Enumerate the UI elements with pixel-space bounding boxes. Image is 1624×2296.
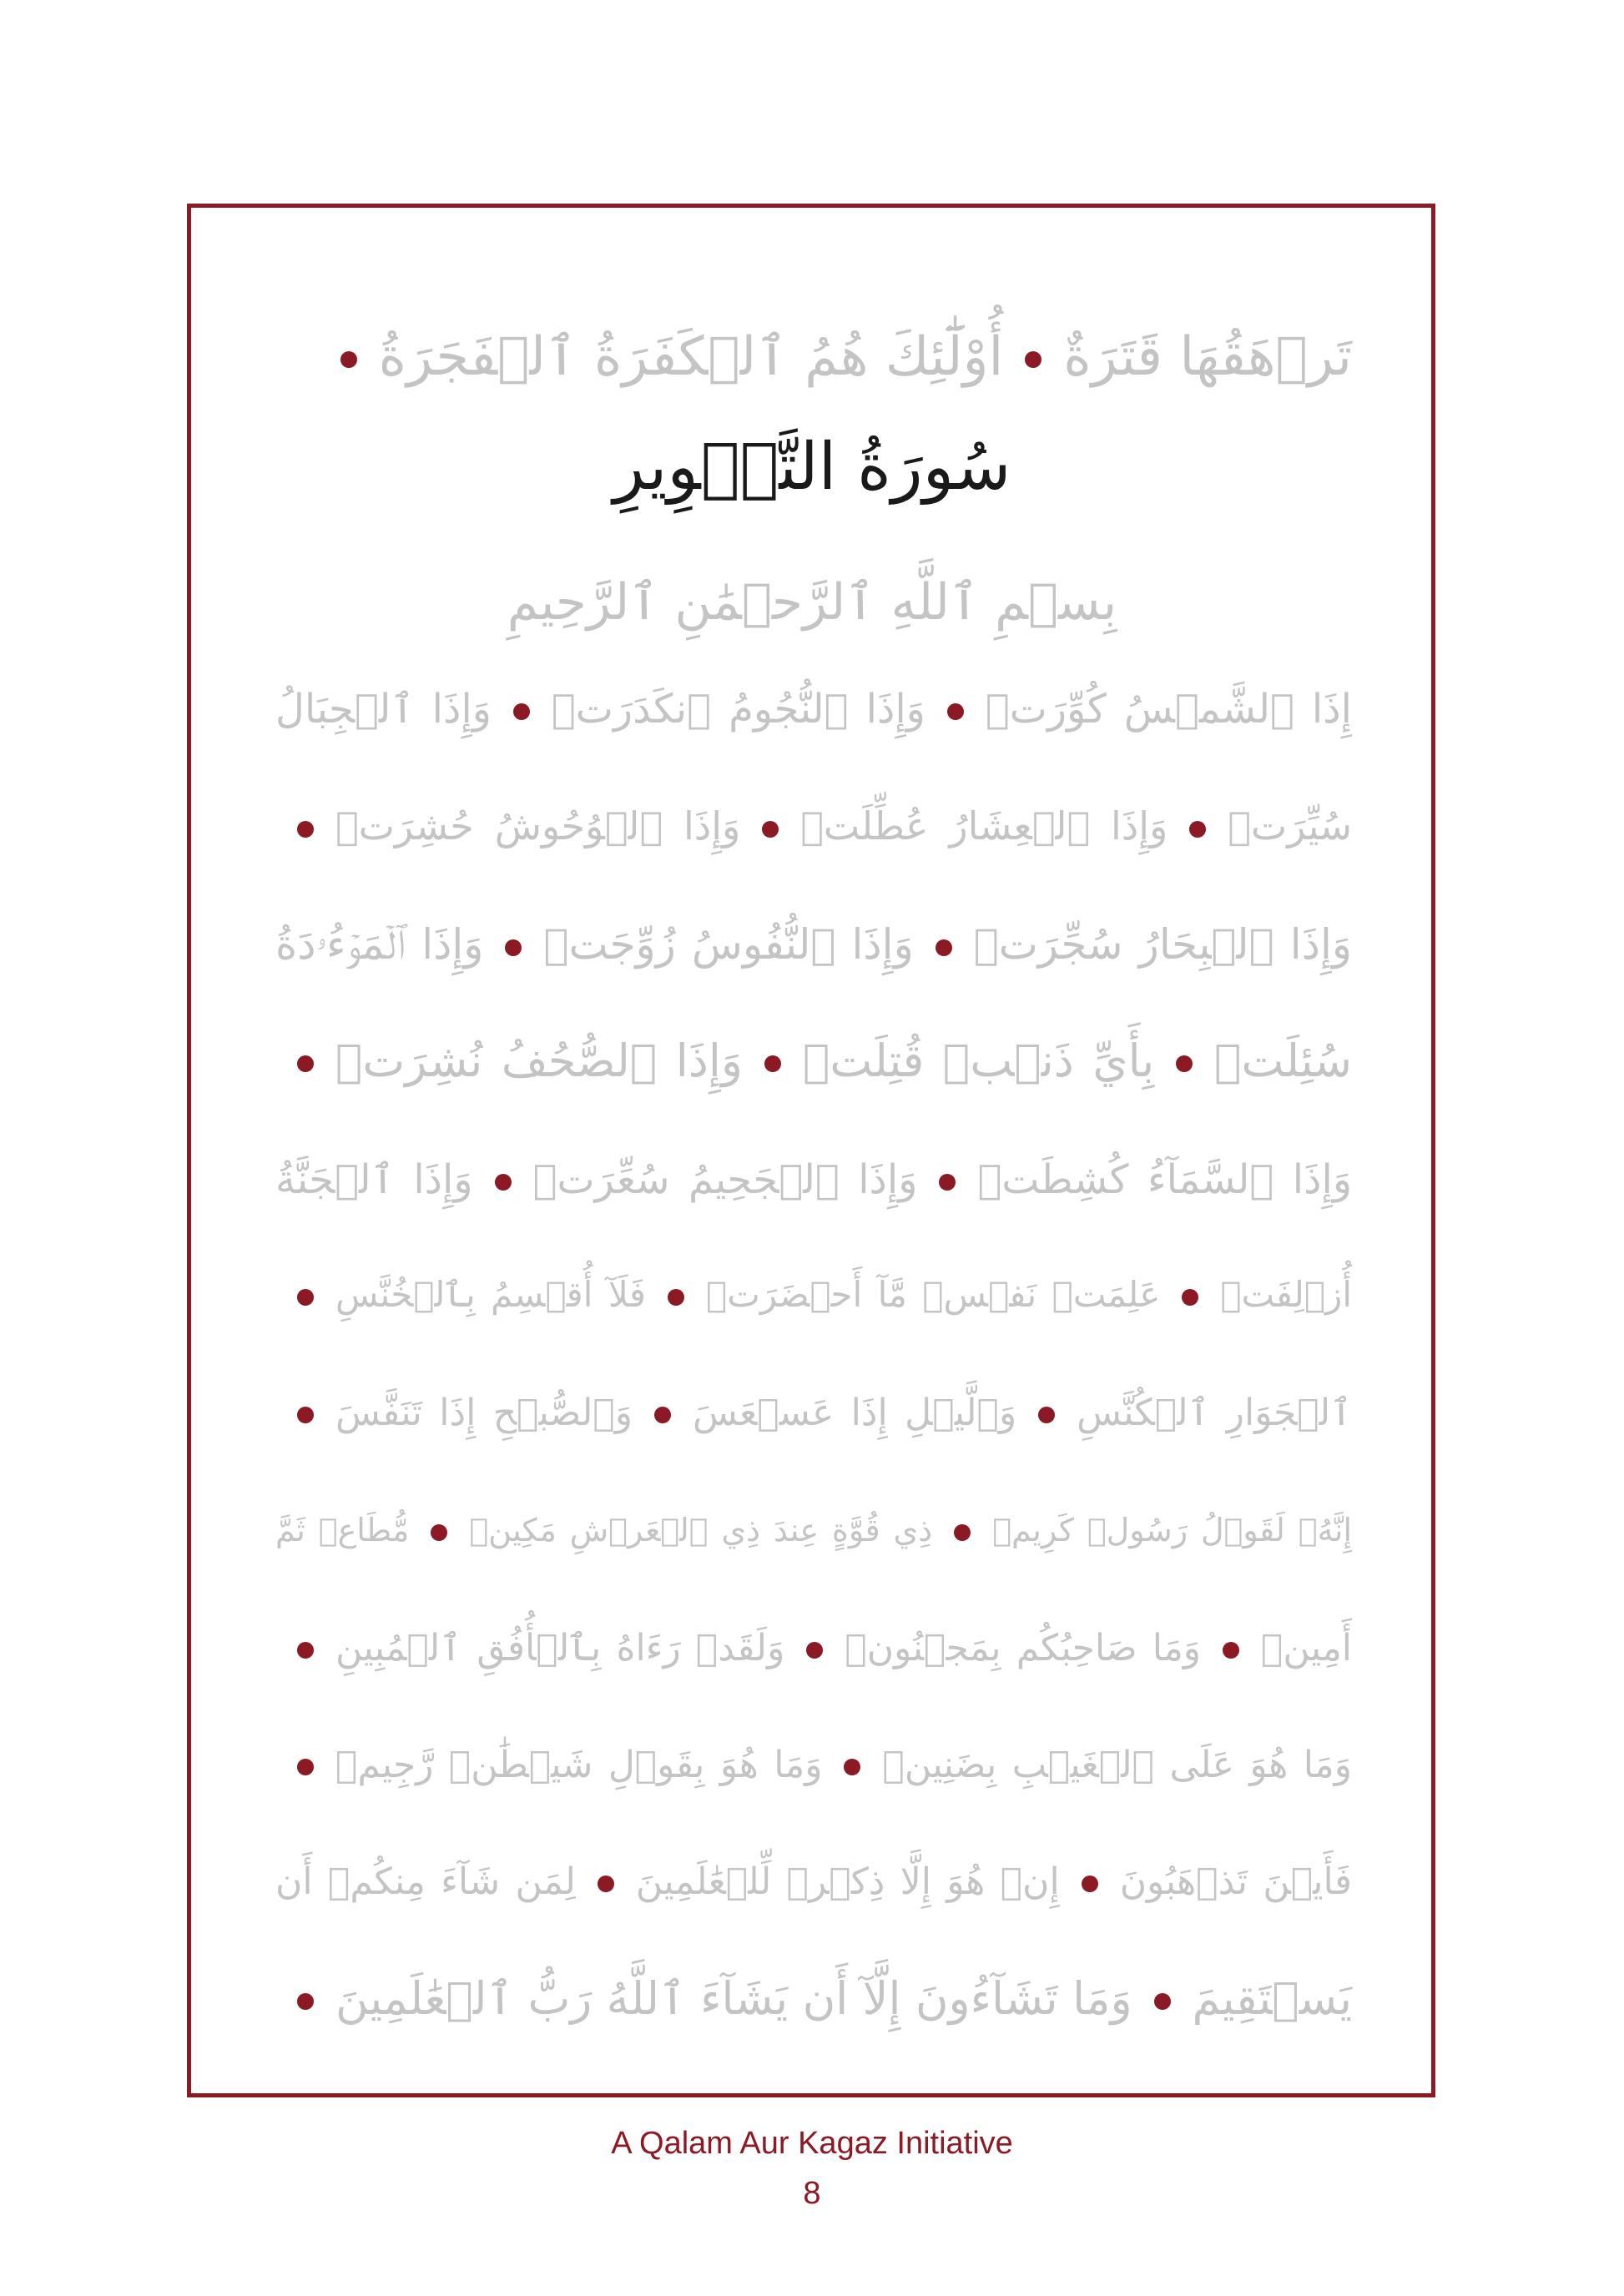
ayah-text: وَمَا هُوَ عَلَى ٱلۡغَيۡبِ بِضَنِينٖ — [882, 1744, 1352, 1786]
ayah-end-marker — [954, 1524, 971, 1541]
ayah-text: وَإِذَا ٱلصُّحُفُ نُشِرَتۡ — [335, 1035, 743, 1087]
ayah-end-marker — [668, 1289, 684, 1306]
ayah-end-marker — [1223, 1642, 1239, 1659]
ayah-text: وَمَا هُوَ بِقَوۡلِ شَيۡطَٰنٖ رَّجِيمٖ — [335, 1744, 823, 1786]
ayah-text: إِذَا ٱلشَّمۡسُ كُوِّرَتۡ — [985, 686, 1352, 733]
ayah-text: أُوْلَٰٓئِكَ هُمُ ٱلۡكَفَرَةُ ٱلۡفَجَرَةُ — [378, 326, 1004, 388]
ayah-text: ذِي قُوَّةٍ عِندَ ذِي ٱلۡعَرۡشِ مَكِينٖ — [469, 1512, 933, 1548]
ayah-end-marker — [297, 1759, 314, 1775]
ayah-text: ٱلۡجَوَارِ ٱلۡكُنَّسِ — [1077, 1392, 1352, 1434]
ayah-text: وَإِذَا ٱلۡعِشَارُ عُطِّلَتۡ — [800, 803, 1168, 848]
ayah-end-marker — [1182, 1289, 1198, 1306]
ayah-line — [275, 1488, 1352, 1572]
ayah-end-marker — [297, 1289, 314, 1306]
ayah-end-marker — [513, 703, 530, 720]
ayah-text: تَرۡهَقُهَا قَتَرَةٌ — [1063, 326, 1352, 388]
ayah-end-marker — [947, 703, 964, 720]
footer-initiative-name: A Qalam Aur Kagaz Initiative — [611, 2126, 1013, 2161]
ayah-line — [275, 1607, 1352, 1690]
ayah-line — [275, 667, 1352, 751]
ayah-text: فَلَآ أُقۡسِمُ بِٱلۡخُنَّسِ — [335, 1274, 646, 1315]
ayah-text: وَلَقَدۡ رَءَاهُ بِٱلۡأُفُقِ ٱلۡمُبِينِ — [335, 1627, 785, 1669]
ayah-end-marker — [1189, 821, 1206, 838]
ayah-text: إِنۡ هُوَ إِلَّا ذِكۡرٞ لِّلۡعَٰلَمِينَ — [635, 1860, 1060, 1903]
ayah-text: فَأَيۡنَ تَذۡهَبُونَ — [1119, 1860, 1352, 1903]
ayah-end-marker — [1082, 1876, 1098, 1892]
ayah-end-marker — [340, 351, 357, 368]
ayah-text: وَٱلَّيۡلِ إِذَا عَسۡعَسَ — [693, 1392, 1017, 1434]
ayah-text: وَإِذَا ٱلنُّجُومُ ٱنكَدَرَتۡ — [551, 686, 925, 733]
ayah-end-marker — [297, 1993, 314, 2010]
ayah-end-marker — [1025, 351, 1041, 368]
ayah-end-marker — [806, 1642, 823, 1659]
ayah-end-marker — [936, 939, 952, 956]
ayah-text: مُّطَاعٖ ثَمَّ — [275, 1512, 410, 1548]
ayah-text: وَمَا تَشَآءُونَ إِلَّآ أَن يَشَآءَ ٱللَّهُ رَبُّ ٱلۡعَٰلَمِينَ — [335, 1972, 1132, 2025]
ayah-text: وَإِذَا ٱلۡمَوۡءُۥدَةُ — [275, 920, 484, 969]
ayah-text: أُزۡلِفَتۡ — [1220, 1274, 1352, 1315]
ayah-text: وَإِذَا ٱلۡوُحُوشُ حُشِرَتۡ — [335, 803, 741, 848]
ayah-text: وَإِذَا ٱلۡجِبَالُ — [275, 686, 492, 733]
ayah-end-marker — [1038, 1407, 1055, 1423]
ayah-end-marker — [297, 1055, 314, 1072]
ayah-text: وَٱلصُّبۡحِ إِذَا تَنَفَّسَ — [335, 1392, 633, 1434]
ayah-text: وَإِذَا ٱلۡجَنَّةُ — [275, 1156, 473, 1203]
ayah-end-marker — [762, 821, 779, 838]
ayah-end-marker — [939, 1174, 956, 1191]
ayah-line — [275, 1372, 1352, 1455]
bismillah: بِسۡمِ ٱللَّهِ ٱلرَّحۡمَٰنِ ٱلرَّحِيمِ — [507, 573, 1117, 632]
ayah-line — [275, 1957, 1352, 2041]
ayah-end-marker — [844, 1759, 860, 1775]
ayah-end-marker — [297, 1407, 314, 1423]
ayah-text: وَإِذَا ٱلۡبِحَارُ سُجِّرَتۡ — [973, 920, 1352, 969]
ayah-text: وَإِذَا ٱلنُّفُوسُ زُوِّجَتۡ — [543, 920, 914, 969]
ayah-text: يَسۡتَقِيمَ — [1192, 1972, 1352, 2025]
ayah-end-marker — [297, 1642, 314, 1659]
ayah-line — [275, 1020, 1352, 1103]
ayah-text: وَإِذَا ٱلۡجَحِيمُ سُعِّرَتۡ — [532, 1156, 918, 1203]
ayah-end-marker — [764, 1055, 781, 1072]
ayah-text: سُئِلَتۡ — [1214, 1035, 1352, 1087]
ayah-end-marker — [495, 1174, 512, 1191]
ayah-line-top — [275, 315, 1352, 399]
ayah-end-marker — [297, 821, 314, 838]
ayah-text: سُيِّرَتۡ — [1228, 803, 1353, 848]
ayah-text: بِأَيِّ ذَنۢبٖ قُتِلَتۡ — [802, 1035, 1155, 1087]
page-number: 8 — [803, 2176, 821, 2211]
ayah-line — [275, 1840, 1352, 1924]
ayah-text: إِنَّهُۥ لَقَوۡلُ رَسُولٖ كَرِيمٖ — [992, 1512, 1353, 1548]
ayah-text: وَمَا صَاحِبُكُم بِمَجۡنُونٖ — [845, 1627, 1202, 1669]
ayah-text: عَلِمَتۡ نَفۡسٞ مَّآ أَحۡضَرَتۡ — [706, 1274, 1161, 1315]
ayah-end-marker — [431, 1524, 447, 1541]
ayah-line — [275, 1724, 1352, 1807]
ayah-text: وَإِذَا ٱلسَّمَآءُ كُشِطَتۡ — [977, 1156, 1352, 1203]
ayah-end-marker — [1154, 1993, 1171, 2010]
ayah-text: أَمِينٖ — [1261, 1627, 1352, 1669]
ayah-text: لِمَن شَآءَ مِنكُمۡ أَن — [275, 1860, 576, 1903]
ayah-end-marker — [505, 939, 522, 956]
ayah-line — [275, 1138, 1352, 1221]
ayah-end-marker — [1176, 1055, 1193, 1072]
ayah-line — [275, 903, 1352, 986]
surah-title: سُورَةُ التَّكۡوِيرِ — [613, 430, 1011, 505]
ayah-line — [275, 784, 1352, 868]
ayah-end-marker — [654, 1407, 671, 1423]
ayah-line — [275, 1253, 1352, 1337]
ayah-end-marker — [598, 1876, 614, 1892]
